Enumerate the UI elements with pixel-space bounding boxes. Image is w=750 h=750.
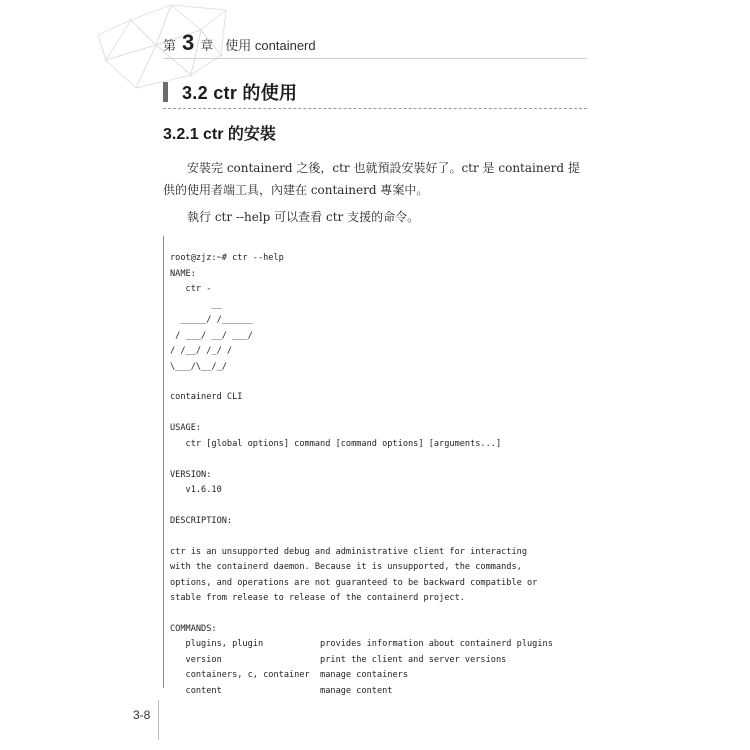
code-line: v1.6.10 [170,485,222,496]
code-line: NAME: [170,268,196,279]
code-line: DESCRIPTION: [170,515,233,526]
code-line [170,452,587,467]
body-paragraph: 安裝完 containerd 之後，ctr 也就預設安裝好了。ctr 是 containerd 提供的使用者端工具，內建在 containerd 專案中。 [163,161,580,197]
code-line [170,375,587,390]
code-line: content manage content [170,685,393,696]
code-line: containerd CLI [170,392,243,403]
code-line: COMMANDS: [170,623,217,634]
chapter-number: 3 [182,30,195,55]
code-line: options, and operations are not guaranteed to be backward compatible or [170,577,538,588]
chapter-suffix: 章 [200,38,214,53]
code-line [170,607,587,622]
code-line: \___/\__/_/ [170,361,227,372]
chapter-prefix: 第 [163,38,177,53]
code-line: containers, c, container manage containers [170,670,408,681]
code-line: with the containerd daemon. Because it is unsupported, the commands, [170,562,522,573]
section-heading [163,79,587,109]
code-line: version print the client and server versions [170,654,507,665]
body-paragraph: 執行 ctr --help 可以查看 ctr 支援的命令。 [187,210,420,224]
code-line: USAGE: [170,423,202,434]
code-line: VERSION: [170,469,212,480]
code-line: plugins, plugin provides information about containerd plugins [170,639,553,650]
code-line [170,498,587,513]
code-line: ctr [global options] command [command options] [arguments...] [170,438,502,449]
section-marker-bar [163,82,168,102]
code-line: / /__/ /_/ / [170,346,233,357]
code-line [170,406,587,421]
code-line: ctr - [170,284,212,295]
page-margin-rule [158,700,159,740]
chapter-title: 使用 containerd [225,38,316,53]
chapter-header [163,30,587,59]
page-number: 3-8 [133,708,151,722]
subsection-title: 3.2.1 ctr 的安裝 [163,126,276,143]
code-line: / ___/ __/ ___/ [170,330,253,341]
code-line: __ [170,299,222,310]
section-title: 3.2 ctr 的使用 [182,83,298,103]
code-line [170,529,587,544]
code-line: ctr is an unsupported debug and administrative client for interacting [170,546,527,557]
code-line: stable from release to release of the containerd project. [170,593,465,604]
code-listing [163,236,587,696]
code-line: _____/ /______ [170,315,253,326]
code-line: root@zjz:~# ctr --help [170,253,284,264]
